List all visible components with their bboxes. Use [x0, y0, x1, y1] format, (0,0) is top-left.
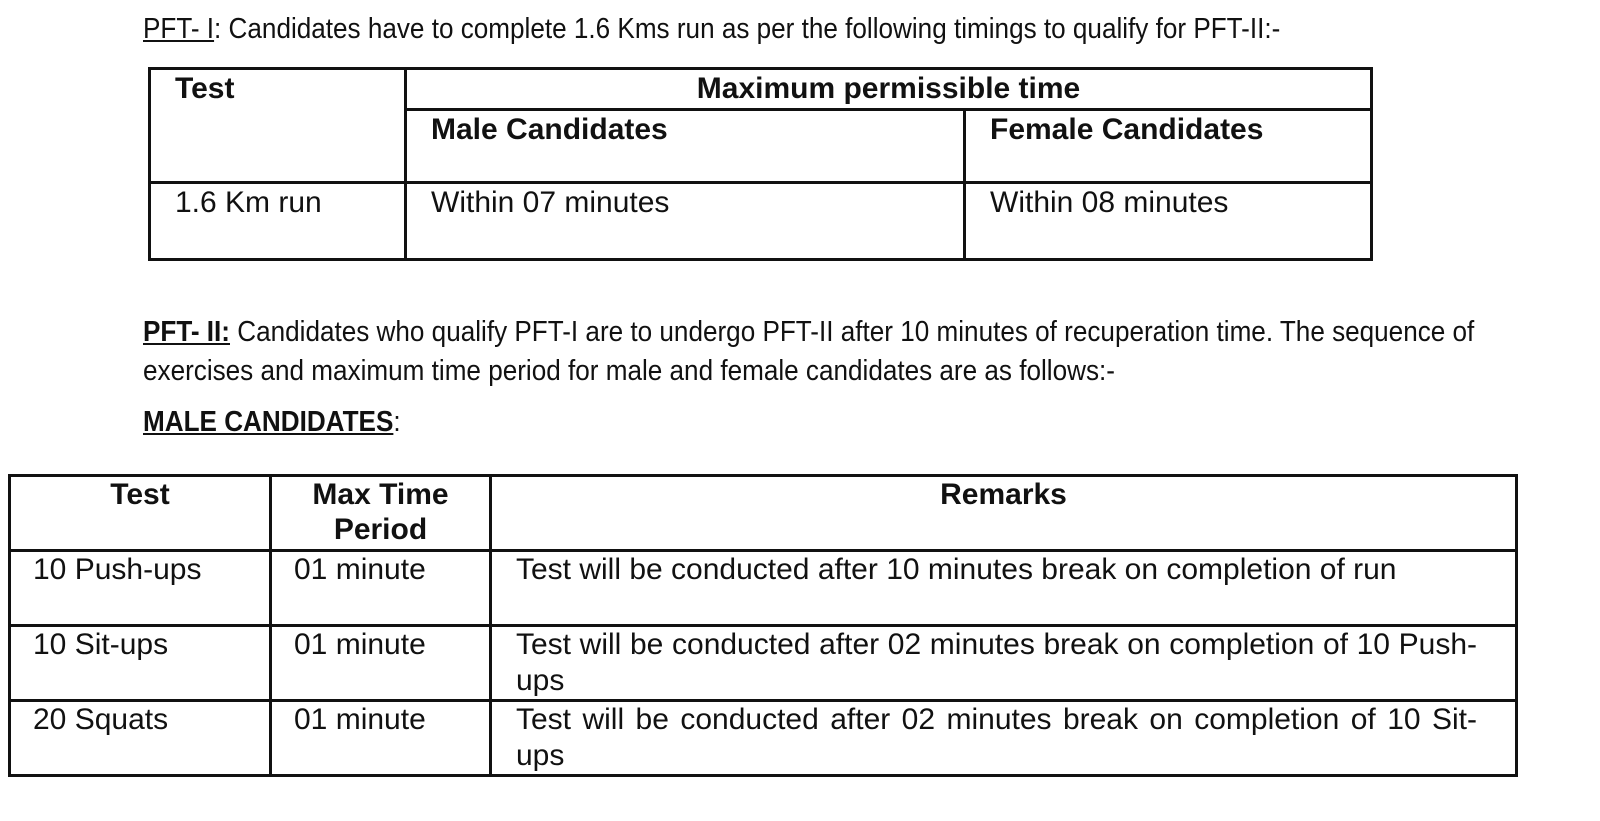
t2-cell-test: 10 Push-ups [10, 551, 271, 626]
t2-cell-remarks: Test will be conducted after 02 minutes break on completion of 10 Sit-ups [491, 701, 1517, 776]
t2-cell-remarks: Test will be conducted after 10 minutes break on completion of run [491, 551, 1517, 626]
pft1-text: : Candidates have to complete 1.6 Kms run as per the following timings to qualify for PFT-II:- [214, 13, 1281, 45]
t2-cell-test: 10 Sit-ups [10, 626, 271, 701]
t1-cell-test: 1.6 Km run [150, 183, 406, 260]
table-row [10, 551, 1517, 626]
pft1-label: PFT- I [143, 13, 215, 45]
pft2-paragraph-line2 [143, 352, 1115, 391]
table-row [150, 183, 1372, 260]
male-heading-label: MALE CANDIDATES [143, 406, 394, 438]
t2-cell-remarks: Test will be conducted after 02 minutes break on completion of 10 Push-ups [491, 626, 1517, 701]
table-row [10, 626, 1517, 701]
male-candidates-table [8, 474, 1518, 777]
table-row [10, 701, 1517, 776]
t2-header-remarks: Remarks [491, 476, 1517, 551]
t1-header-female: Female Candidates [965, 110, 1372, 183]
t2-cell-test: 20 Squats [10, 701, 271, 776]
t1-header-test: Test [150, 69, 406, 183]
t2-cell-time: 01 minute [271, 551, 491, 626]
t1-cell-female: Within 08 minutes [965, 183, 1372, 260]
pft2-line1: Candidates who qualify PFT-I are to undergo PFT-II after 10 minutes of recuperation time. The sequence of [230, 316, 1475, 348]
t2-header-test: Test [10, 476, 271, 551]
t1-cell-male: Within 07 minutes [406, 183, 965, 260]
pft2-line2: exercises and maximum time period for male and female candidates are as follows:- [143, 355, 1115, 387]
t2-header-time: Max Time Period [271, 476, 491, 551]
t1-header-max-time: Maximum permissible time [406, 69, 1372, 110]
t2-cell-time: 01 minute [271, 626, 491, 701]
pft2-paragraph [143, 313, 1474, 352]
pft1-paragraph [143, 10, 1280, 49]
male-candidates-heading [143, 403, 401, 442]
pft1-table [148, 67, 1373, 261]
male-heading-suffix: : [393, 406, 401, 438]
t2-cell-time: 01 minute [271, 701, 491, 776]
pft2-label: PFT- II: [143, 316, 231, 348]
t1-header-male: Male Candidates [406, 110, 965, 183]
